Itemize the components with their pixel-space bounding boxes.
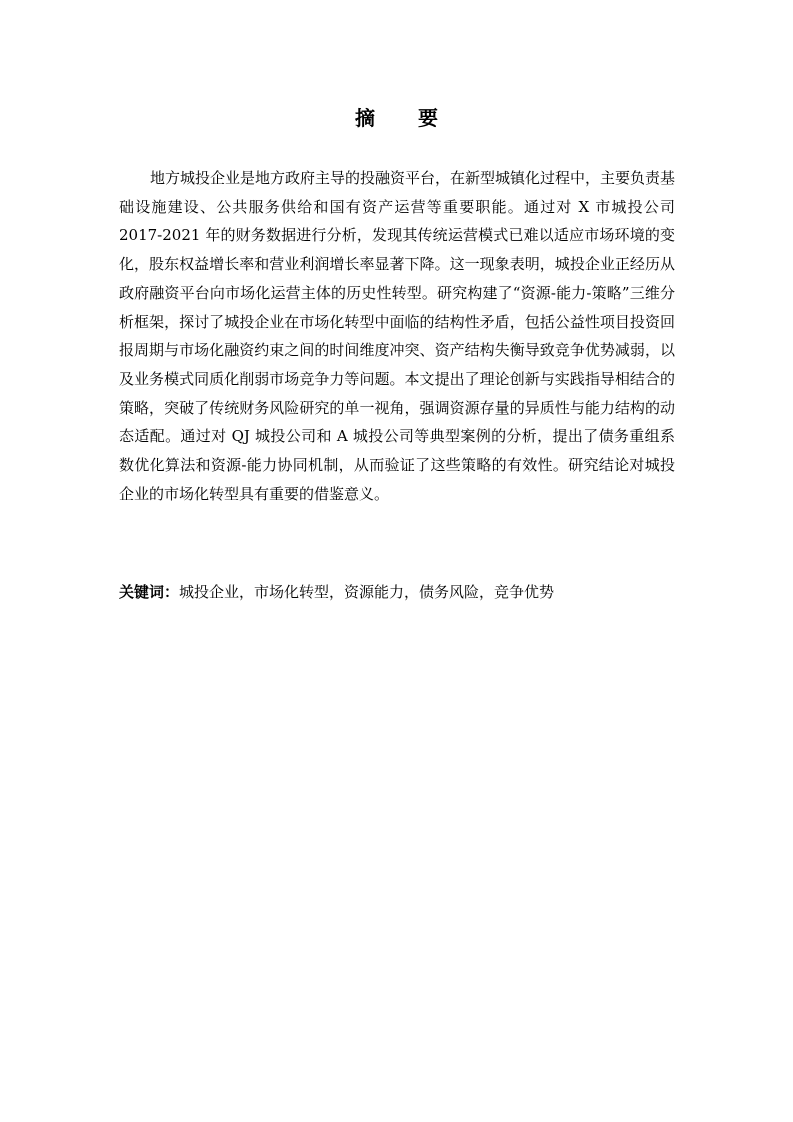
abstract-paragraph: [119, 164, 675, 508]
keywords-line: [119, 578, 675, 606]
abstract-text: 地方城投企业是地方政府主导的投融资平台，在新型城镇化过程中，主要负责基础设施建设、公共服务供给和国有资产运营等重要职能。通过对 X 市城投公司 2017-2021 年的财务数据进行分析，发现其传统运营模式已难以适应市场环境的变化，股东权益增长率和营业利润增长率显著下降。这一现象表明，城投企业正经历从政府融资平台向市场化运营主体的历史性转型。研究构建了“资源-能力-策略”三维分析框架，探讨了城投企业在市场化转型中面临的结构性矛盾，包括公益性项目投资回报周期与市场化融资约束之间的时间维度冲突、资产结构失衡导致竞争优势减弱，以及业务模式同质化削弱市场竞争力等问题。本文提出了理论创新与实践指导相结合的策略，突破了传统财务风险研究的单一视角，强调资源存量的异质性与能力结构的动态适配。通过对 QJ 城投公司和 A 城投公司等典型案例的分析，提出了债务重组系数优化算法和资源-能力协同机制，从而验证了这些策略的有效性。研究结论对城投企业的市场化转型具有重要的借鉴意义。: [119, 169, 676, 503]
keywords-list: 城投企业，市场化转型，资源能力，债务风险，竞争优势: [179, 583, 555, 601]
abstract-title: 摘 要: [355, 106, 456, 130]
keywords-label: 关键词：: [119, 583, 180, 601]
